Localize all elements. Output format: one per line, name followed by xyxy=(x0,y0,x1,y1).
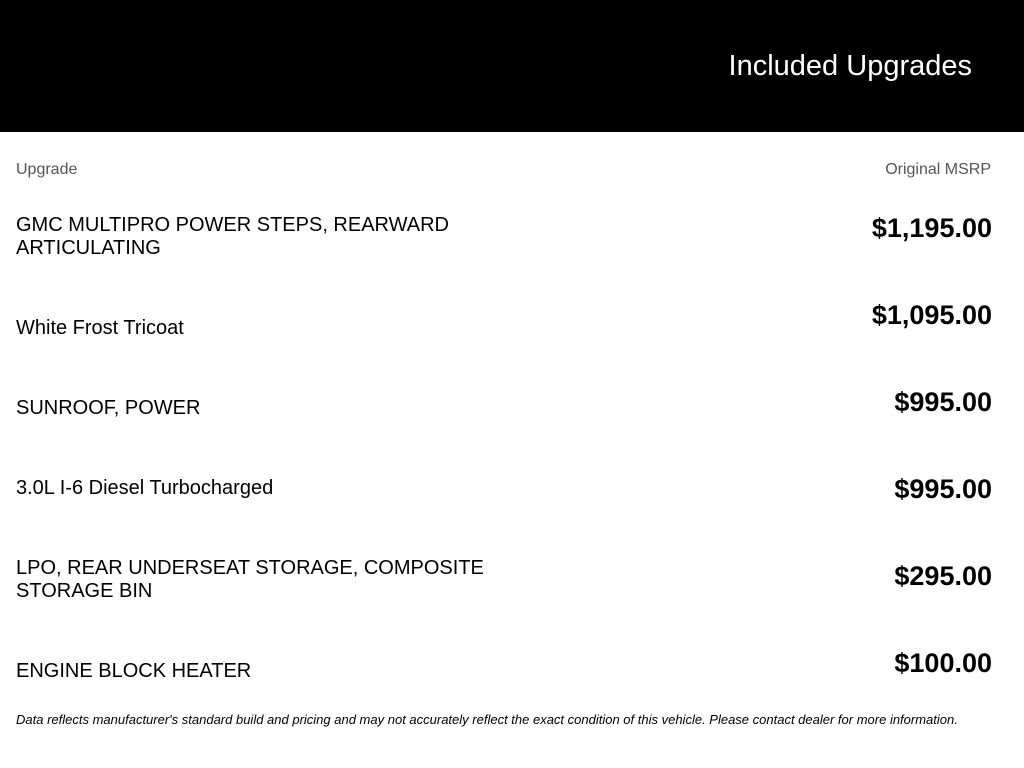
msrp-column-header: Original MSRP xyxy=(885,161,991,178)
upgrade-name: ENGINE BLOCK HEATER xyxy=(16,660,252,682)
upgrade-price: $1,095.00 xyxy=(871,300,992,330)
upgrade-name: GMC MULTIPRO POWER STEPS, REARWARD ARTICULATING xyxy=(16,214,449,259)
upgrade-name: LPO, REAR UNDERSEAT STORAGE, COMPOSITE STORAGE BIN xyxy=(16,557,484,602)
upgrade-price: $1,195.00 xyxy=(871,213,992,243)
upgrade-column-header: Upgrade xyxy=(16,161,78,178)
upgrade-name: SUNROOF, POWER xyxy=(16,397,201,419)
page-title: Included Upgrades xyxy=(728,50,972,82)
upgrade-price: $995.00 xyxy=(894,474,992,504)
upgrade-price: $995.00 xyxy=(894,387,992,417)
table-row xyxy=(0,180,1024,260)
upgrade-price: $295.00 xyxy=(894,561,992,591)
upgrade-name: 3.0L I-6 Diesel Turbocharged xyxy=(16,477,274,499)
upgrade-price: $100.00 xyxy=(894,648,992,678)
upgrades-header xyxy=(0,0,1024,132)
table-row xyxy=(0,260,1024,340)
upgrade-name: White Frost Tricoat xyxy=(16,317,184,339)
table-row xyxy=(0,340,1024,420)
disclaimer-text: Data reflects manufacturer's standard build and pricing and may not accurately reflect the exact condition of this vehicle. Please contact dealer for more information. xyxy=(16,712,958,727)
table-row xyxy=(0,603,1024,683)
table-row xyxy=(0,420,1024,504)
table-row xyxy=(0,523,1024,603)
